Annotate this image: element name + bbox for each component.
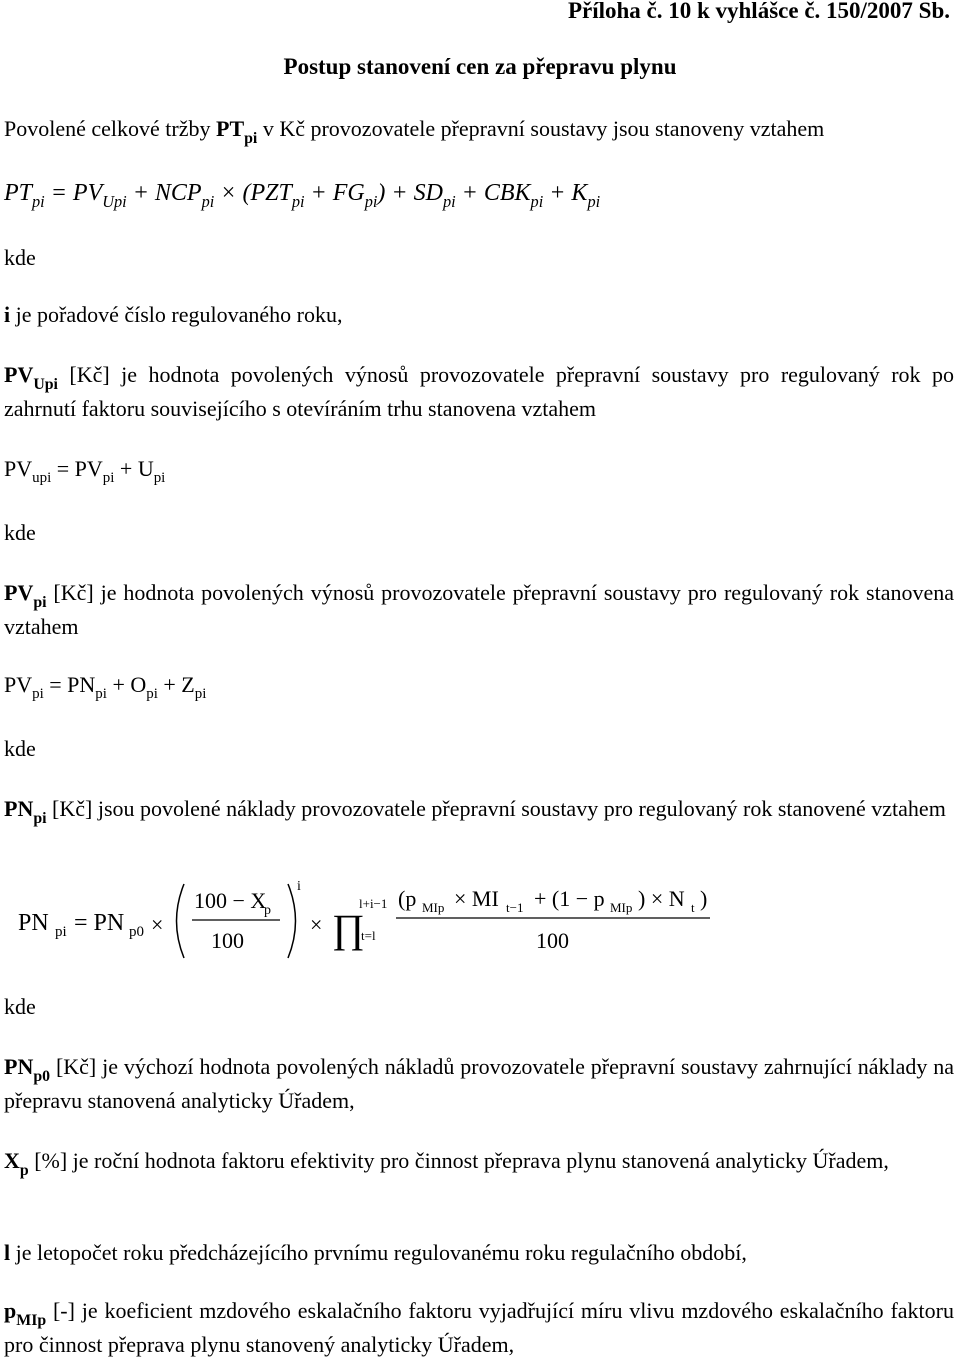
- formula-times-1: ×: [151, 912, 164, 937]
- eq2-term: PV: [4, 456, 33, 481]
- eq1-term: = PV: [44, 180, 103, 206]
- eq3-term: PV: [4, 672, 33, 697]
- eq3-term: + O: [106, 672, 147, 697]
- definition-pnpi-text: [Kč] jsou povolené náklady provozovatele přepravní soustavy pro regulovaný rok stanovené vztahem: [46, 796, 946, 821]
- eq1-term: × (PZT: [214, 180, 292, 206]
- eq1-term: + FG: [304, 180, 365, 206]
- definition-l-symbol: l: [4, 1240, 11, 1265]
- definition-pvpi: [4, 576, 954, 644]
- formula-frac2-num-b-sub: t−1: [506, 900, 524, 915]
- definition-xp-text: [%] je roční hodnota faktoru efektivity pro činnost přeprava plynu stanovená analyticky Úřadem,: [28, 1148, 889, 1173]
- eq2-term: = PV: [51, 456, 103, 481]
- kde-label: kde: [4, 245, 36, 270]
- definition-pvpi-sub: pi: [33, 594, 47, 612]
- formula-exponent: i: [297, 879, 301, 894]
- definition-pmip: [4, 1294, 954, 1362]
- eq1-term: + CBK: [455, 180, 531, 206]
- document-header: Příloha č. 10 k vyhlášce č. 150/2007 Sb.: [567, 0, 950, 23]
- definition-pnpi-sub: pi: [33, 810, 47, 828]
- definition-i: [4, 298, 954, 332]
- eq1-sub: pi: [530, 191, 544, 211]
- eq1-sub: pi: [291, 191, 305, 211]
- intro-text-pre: Povolené celkové tržby: [4, 116, 216, 141]
- formula-frac2-num-c-sub: MIp: [610, 900, 633, 915]
- formula-eq-sub: p0: [129, 924, 144, 940]
- eq1-term: + K: [543, 180, 588, 206]
- definition-xp-symbol: X: [4, 1148, 20, 1173]
- definition-pvpi-symbol: PV: [4, 580, 34, 605]
- definition-pmip-text: [-] je koeficient mzdového eskalačního faktoru vyjadřující míru vlivu mzdového eskalačního faktoru pro činnost přeprava plynu stanovený analyticky Úřadem,: [4, 1298, 954, 1357]
- eq3-sub: pi: [32, 686, 44, 703]
- eq2-sub: upi: [32, 470, 52, 487]
- definition-pmip-symbol: p: [4, 1298, 17, 1323]
- definition-pvupi-sub: Upi: [33, 376, 58, 394]
- definition-pnp0-symbol: PN: [4, 1054, 34, 1079]
- formula-frac1-num-sub: p: [264, 903, 271, 918]
- intro-text-post: v Kč provozovatele přepravní soustavy jsou stanoveny vztahem: [257, 116, 825, 141]
- intro-paragraph: [4, 112, 954, 146]
- formula-frac1-den: 100: [211, 928, 244, 953]
- eq1-sub: pi: [442, 191, 456, 211]
- eq1-term: PT: [4, 180, 33, 206]
- eq3-sub: pi: [146, 686, 158, 703]
- formula-paren-left: [177, 884, 185, 958]
- definition-pvupi: [4, 358, 954, 426]
- definition-pvupi-text: [Kč] je hodnota povolených výnosů provozovatele přepravní soustavy pro regulovaný rok po zahrnutí faktoru souvisejícího s otevíráním trhu stanovena vztahem: [4, 362, 954, 421]
- kde-label: kde: [4, 994, 36, 1019]
- definition-pnpi-symbol: PN: [4, 796, 34, 821]
- definition-pnp0-text: [Kč] je výchozí hodnota povolených nákladů provozovatele přepravní soustavy zahrnující náklady na přepravu stanovená analyticky Úřadem,: [4, 1054, 954, 1113]
- formula-pnpi: [14, 878, 714, 964]
- definition-pvupi-symbol: PV: [4, 362, 34, 387]
- definition-pnp0: [4, 1050, 954, 1118]
- formula-frac1-num: 100 − X: [194, 888, 267, 913]
- definition-pvpi-text: [Kč] je hodnota povolených výnosů provozovatele přepravní soustavy pro regulovaný rok stanovena vztahem: [4, 580, 954, 639]
- definition-pnpi: [4, 792, 954, 826]
- intro-symbol: PT: [216, 116, 245, 141]
- eq1-sub: pi: [32, 191, 45, 211]
- formula-frac2-num-d: ) × N: [638, 886, 685, 911]
- document-title: Postup stanovení cen za přepravu plynu: [283, 54, 677, 79]
- eq1-sub: pi: [587, 191, 601, 211]
- formula-frac2-num-a: (p: [398, 886, 417, 911]
- eq3-term: + Z: [157, 672, 195, 697]
- eq1-term: ) + SD: [377, 180, 443, 206]
- eq3-term: = PN: [43, 672, 96, 697]
- intro-symbol-sub: pi: [244, 130, 258, 148]
- definition-i-symbol: i: [4, 302, 11, 327]
- definition-xp-sub: p: [19, 1162, 29, 1180]
- definition-l-text: je letopočet roku předcházejícího prvnímu regulovanému roku regulačního období,: [10, 1240, 747, 1265]
- formula-prod-top: l+i−1: [359, 896, 388, 911]
- eq1-term: + NCP: [126, 180, 202, 206]
- eq3-sub: pi: [95, 686, 107, 703]
- definition-l: [4, 1236, 954, 1270]
- formula-times-2: ×: [310, 912, 323, 937]
- eq3-sub: pi: [194, 686, 207, 703]
- definition-pnp0-sub: p0: [33, 1068, 51, 1086]
- kde-label: kde: [4, 736, 36, 761]
- definition-pmip-sub: MIp: [16, 1312, 47, 1330]
- formula-product-icon: ∏: [332, 906, 365, 951]
- definition-xp: [4, 1144, 954, 1178]
- formula-frac2-num-d-sub: t: [691, 900, 695, 915]
- eq1-sub: Upi: [102, 191, 127, 211]
- eq1-sub: pi: [201, 191, 215, 211]
- equation-pvpi: [4, 668, 954, 702]
- eq2-term: + U: [114, 456, 154, 481]
- formula-eq: = PN: [74, 910, 125, 936]
- kde-label: kde: [4, 520, 36, 545]
- formula-paren-right: [288, 884, 296, 958]
- formula-lhs: PN: [18, 910, 49, 936]
- equation-pt: [4, 176, 954, 210]
- formula-prod-bottom: t=l: [361, 928, 376, 943]
- formula-frac2-num-b: × MI: [454, 886, 499, 911]
- formula-frac2-num-e: ): [700, 886, 708, 911]
- formula-lhs-sub: pi: [55, 924, 67, 940]
- eq1-sub: pi: [364, 191, 378, 211]
- formula-frac2-num-c: + (1 − p: [534, 886, 605, 911]
- formula-frac2-den: 100: [536, 928, 569, 953]
- formula-frac2-num-a-sub: MIp: [422, 900, 445, 915]
- equation-pvupi: [4, 452, 954, 486]
- eq2-sub: pi: [153, 470, 166, 487]
- eq2-sub: pi: [102, 470, 115, 487]
- definition-i-text: je pořadové číslo regulovaného roku,: [10, 302, 343, 327]
